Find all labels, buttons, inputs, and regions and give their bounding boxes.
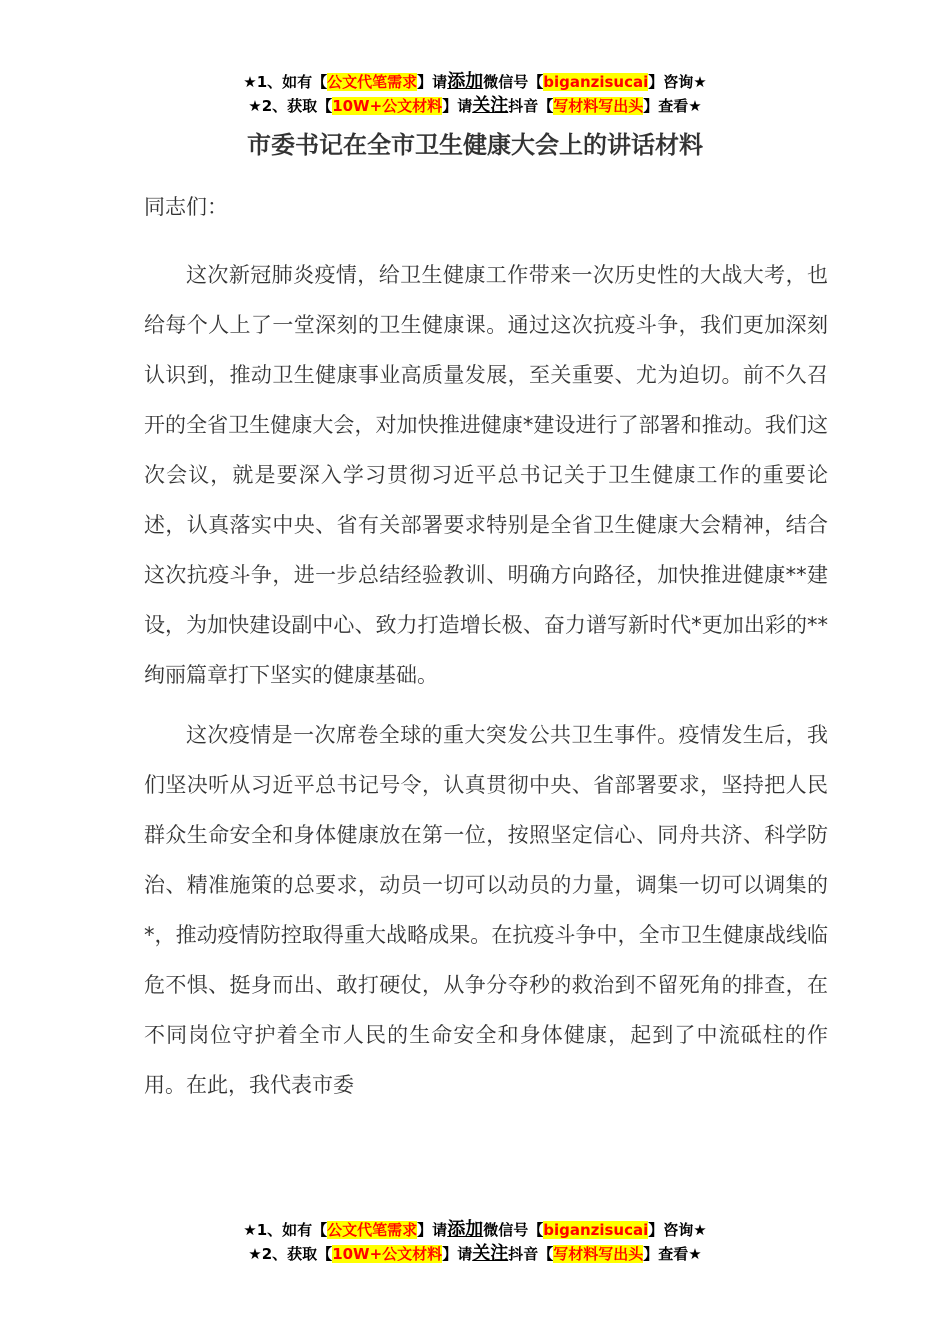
banner-highlight: biganzisucai: [543, 73, 649, 91]
banner-line-1: [0, 1218, 950, 1242]
banner-text: 】请: [417, 73, 448, 91]
banner-text: ★1、如有【: [243, 1221, 328, 1239]
paragraph: 这次疫情是一次席卷全球的重大突发公共卫生事件。疫情发生后，我们坚决听从习近平总书记号令，认真贯彻中央、省部署要求，坚持把人民群众生命安全和身体健康放在第一位，按照坚定信心、同舟共济、科学防治、精准施策的总要求，动员一切可以动员的力量，调集一切可以调集的*，推动疫情防控取得重大战略成果。在抗疫斗争中，全市卫生健康战线临危不惧、挺身而出、敢打硬仗，从争分夺秒的救治到不留死角的排查，在不同岗位守护着全市人民的生命安全和身体健康，起到了中流砥柱的作用。在此，我代表市委: [144, 723, 828, 1097]
header-banner: [0, 70, 950, 118]
paragraph: 这次新冠肺炎疫情，给卫生健康工作带来一次历史性的大战大考，也给每个人上了一堂深刻的卫生健康课。通过这次抗疫斗争，我们更加深刻认识到，推动卫生健康事业高质量发展，至关重要、尤为迫切。前不久召开的全省卫生健康大会，对加快推进健康*建设进行了部署和推动。我们这次会议，就是要深入学习贯彻习近平总书记关于卫生健康工作的重要论述，认真落实中央、省有关部署要求特别是全省卫生健康大会精神，结合这次抗疫斗争，进一步总结经验教训、明确方向路径，加快推进健康**建设，为加快建设副中心、致力打造增长极、奋力谱写新时代*更加出彩的**绚丽篇章打下坚实的健康基础。: [144, 263, 828, 687]
banner-highlight: 10W+公文材料: [332, 97, 443, 115]
banner-highlight: 公文代笔需求: [327, 1221, 418, 1239]
document-body: [144, 250, 828, 1120]
banner-text: 】请: [442, 97, 473, 115]
banner-text: ★2、获取【: [248, 97, 333, 115]
banner-line-1: [0, 70, 950, 94]
banner-text: 】咨询★: [648, 73, 707, 91]
banner-highlight: 10W+公文材料: [332, 1245, 443, 1263]
banner-emphasis: 关注: [472, 1243, 509, 1264]
document-title: 市委书记在全市卫生健康大会上的讲话材料: [247, 131, 703, 159]
banner-text: 抖音【: [508, 97, 554, 115]
banner-text: 】请: [417, 1221, 448, 1239]
banner-text: 】请: [442, 1245, 473, 1263]
banner-line-2: [0, 94, 950, 118]
banner-line-2: [0, 1242, 950, 1266]
salutation: 同志们：: [144, 195, 228, 219]
banner-highlight: 写材料写出头: [553, 97, 644, 115]
banner-emphasis: 关注: [472, 95, 509, 116]
banner-highlight: biganzisucai: [543, 1221, 649, 1239]
footer-banner: [0, 1218, 950, 1266]
banner-text: 】查看★: [643, 97, 702, 115]
banner-text: 】咨询★: [648, 1221, 707, 1239]
banner-text: 抖音【: [508, 1245, 554, 1263]
banner-text: 微信号【: [483, 1221, 544, 1239]
banner-text: 微信号【: [483, 73, 544, 91]
banner-text: ★2、获取【: [248, 1245, 333, 1263]
banner-highlight: 写材料写出头: [553, 1245, 644, 1263]
banner-emphasis: 添加: [447, 1219, 484, 1240]
banner-text: 】查看★: [643, 1245, 702, 1263]
banner-highlight: 公文代笔需求: [327, 73, 418, 91]
banner-text: ★1、如有【: [243, 73, 328, 91]
banner-emphasis: 添加: [447, 71, 484, 92]
